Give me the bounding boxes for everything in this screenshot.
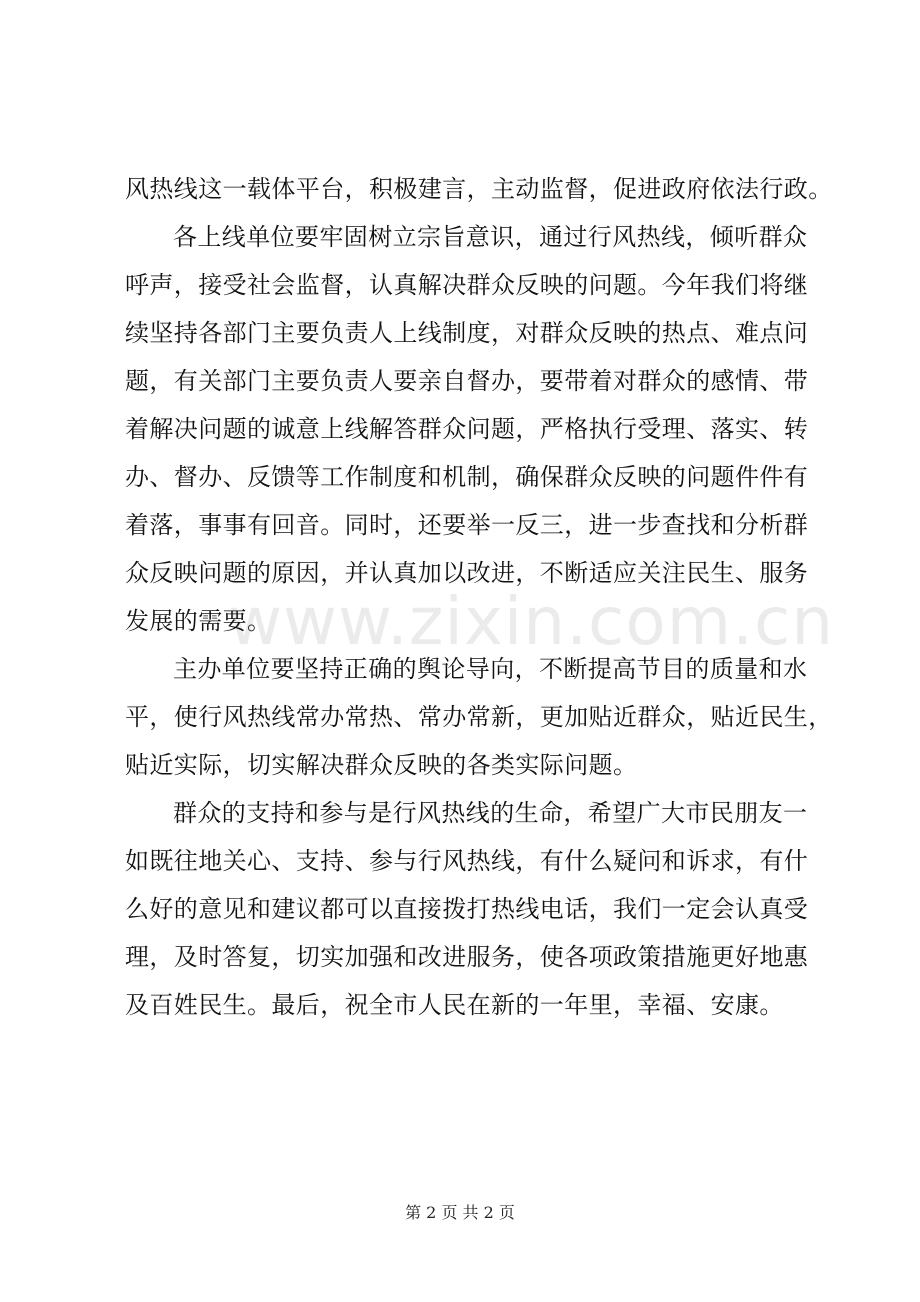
text-line: 着落，事事有回音。同时，还要举一反三，进一步查找和分析群 [125, 511, 809, 539]
text-line: 众反映问题的原因，并认真加以改进，不断适应关注民生、服务 [125, 559, 809, 587]
body-text [125, 165, 833, 1029]
text-line: 题，有关部门主要负责人要亲自督办，要带着对群众的感情、带 [125, 367, 809, 395]
text-line: 么好的意见和建议都可以直接拨打热线电话，我们一定会认真受 [125, 895, 809, 923]
text-line: 理，及时答复，切实加强和改进服务，使各项政策措施更好地惠 [125, 943, 809, 971]
text-line: 发展的需要。 [125, 607, 272, 635]
text-line: 及百姓民生。最后，祝全市人民在新的一年里，幸福、安康。 [125, 991, 784, 1019]
text-line: 续坚持各部门主要负责人上线制度，对群众反映的热点、难点问 [125, 319, 809, 347]
watermark: www.zixin.com.cn [228, 583, 835, 660]
text-line: 着解决问题的诚意上线解答群众问题，严格执行受理、落实、转 [125, 415, 809, 443]
paragraph-start-line: 群众的支持和参与是行风热线的生命，希望广大市民朋友一 [173, 799, 808, 827]
text-line: 呼声，接受社会监督，认真解决群众反映的问题。今年我们将继 [125, 271, 809, 299]
paragraph-start-line: 主办单位要坚持正确的舆论导向，不断提高节目的质量和水 [173, 655, 808, 683]
text-line: 风热线这一载体平台，积极建言，主动监督，促进政府依法行政。 [125, 175, 833, 203]
text-line: 平，使行风热线常办常热、常办常新，更加贴近群众，贴近民生， [125, 703, 833, 731]
paragraph-start-line: 各上线单位要牢固树立宗旨意识，通过行风热线，倾听群众 [173, 223, 808, 251]
page-number-footer: 第 2 页 共 2 页 [405, 1203, 515, 1222]
text-line: 办、督办、反馈等工作制度和机制，确保群众反映的问题件件有 [125, 463, 809, 491]
text-line: 如既往地关心、支持、参与行风热线，有什么疑问和诉求，有什 [125, 847, 809, 875]
text-line: 贴近实际，切实解决群众反映的各类实际问题。 [125, 751, 638, 779]
